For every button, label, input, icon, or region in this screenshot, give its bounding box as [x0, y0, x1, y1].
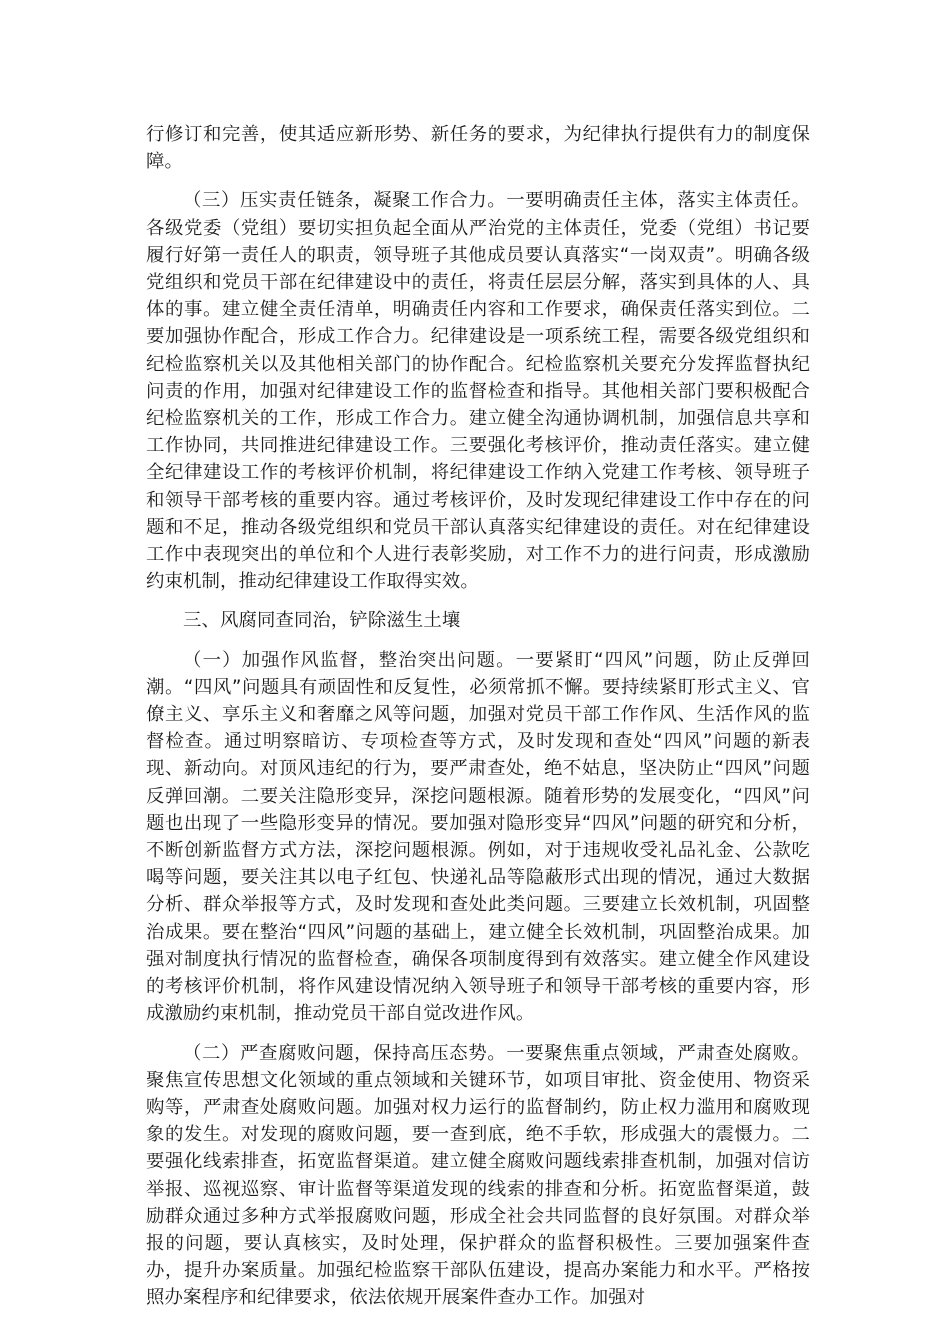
paragraph-continuation: 行修订和完善，使其适应新形势、新任务的要求，为纪律执行提供有力的制度保障。 — [146, 124, 810, 173]
document-body — [146, 121, 810, 1324]
paragraph-style-supervision: （一）加强作风监督，整治突出问题。一要紧盯“四风”问题，防止反弹回潮。“四风”问题具有顽固性和反复性，必须常抓不懈。要持续紧盯形式主义、官僚主义、享乐主义和奢靡之风等问题，加强对党员干部工作作风、生活作风的监督检查。通过明察暗访、专项检查等方式，及时发现和查处“四风”问题的新表现、新动向。对顶风违纪的行为，要严肃查处，绝不姑息，坚决防止“四风”问题反弹回潮。二要关注隐形变异，深挖问题根源。随着形势的发展变化，“四风”问题也出现了一些隐形变异的情况。要加强对隐形变异“四风”问题的研究和分析，不断创新监督方式方法，深挖问题根源。例如，对于违规收受礼品礼金、公款吃喝等问题，要关注其以电子红包、快递礼品等隐蔽形式出现的情况，通过大数据分析、群众举报等方式，及时发现和查处此类问题。三要建立长效机制，巩固整治成果。要在整治“四风”问题的基础上，建立健全长效机制，巩固整治成果。加强对制度执行情况的监督检查，确保各项制度得到有效落实。建立健全作风建设的考核评价机制，将作风建设情况纳入领导班子和领导干部考核的重要内容，形成激励约束机制，推动党员干部自觉改进作风。 — [146, 649, 810, 1025]
section-heading-3: 三、风腐同查同治，铲除滋生土壤 — [183, 610, 461, 632]
paragraph-corruption-investigation: （二）严查腐败问题，保持高压态势。一要聚焦重点领域，严肃查处腐败。聚焦宣传思想文化领域的重点领域和关键环节，如项目审批、资金使用、物资采购等，严肃查处腐败问题。加强对权力运行的监督制约，防止权力滥用和腐败现象的发生。对发现的腐败问题，要一查到底，绝不手软，形成强大的震慑力。二要强化线索排查，拓宽监督渠道。建立健全腐败问题线索排查机制，加强对信访举报、巡视巡察、审计监督等渠道发现的线索的排查和分析。拓宽监督渠道，鼓励群众通过多种方式举报腐败问题，形成全社会共同监督的良好氛围。对群众举报的问题，要认真核实，及时处理，保护群众的监督积极性。三要加强案件查办，提升办案质量。加强纪检监察干部队伍建设，提高办案能力和水平。严格按照办案程序和纪律要求，依法依规开展案件查办工作。加强对 — [146, 1042, 810, 1309]
paragraph-responsibility-chain: （三）压实责任链条，凝聚工作合力。一要明确责任主体，落实主体责任。各级党委（党组）要切实担负起全面从严治党的主体责任，党委（党组）书记要履行好第一责任人的职责，领导班子其他成员要认真落实“一岗双责”。明确各级党组织和党员干部在纪律建设中的责任，将责任层层分解，落实到具体的人、具体的事。建立健全责任清单，明确责任内容和工作要求，确保责任落实到位。二要加强协作配合，形成工作合力。纪律建设是一项系统工程，需要各级党组织和纪检监察机关以及其他相关部门的协作配合。纪检监察机关要充分发挥监督执纪问责的作用，加强对纪律建设工作的监督检查和指导。其他相关部门要积极配合纪检监察机关的工作，形成工作合力。建立健全沟通协调机制，加强信息共享和工作协同，共同推进纪律建设工作。三要强化考核评价，推动责任落实。建立健全纪律建设工作的考核评价机制，将纪律建设工作纳入党建工作考核、领导班子和领导干部考核的重要内容。通过考核评价，及时发现纪律建设工作中存在的问题和不足，推动各级党组织和党员干部认真落实纪律建设的责任。对在纪律建设工作中表现突出的单位和个人进行表彰奖励，对工作不力的进行问责，形成激励约束机制，推动纪律建设工作取得实效。 — [146, 190, 810, 593]
